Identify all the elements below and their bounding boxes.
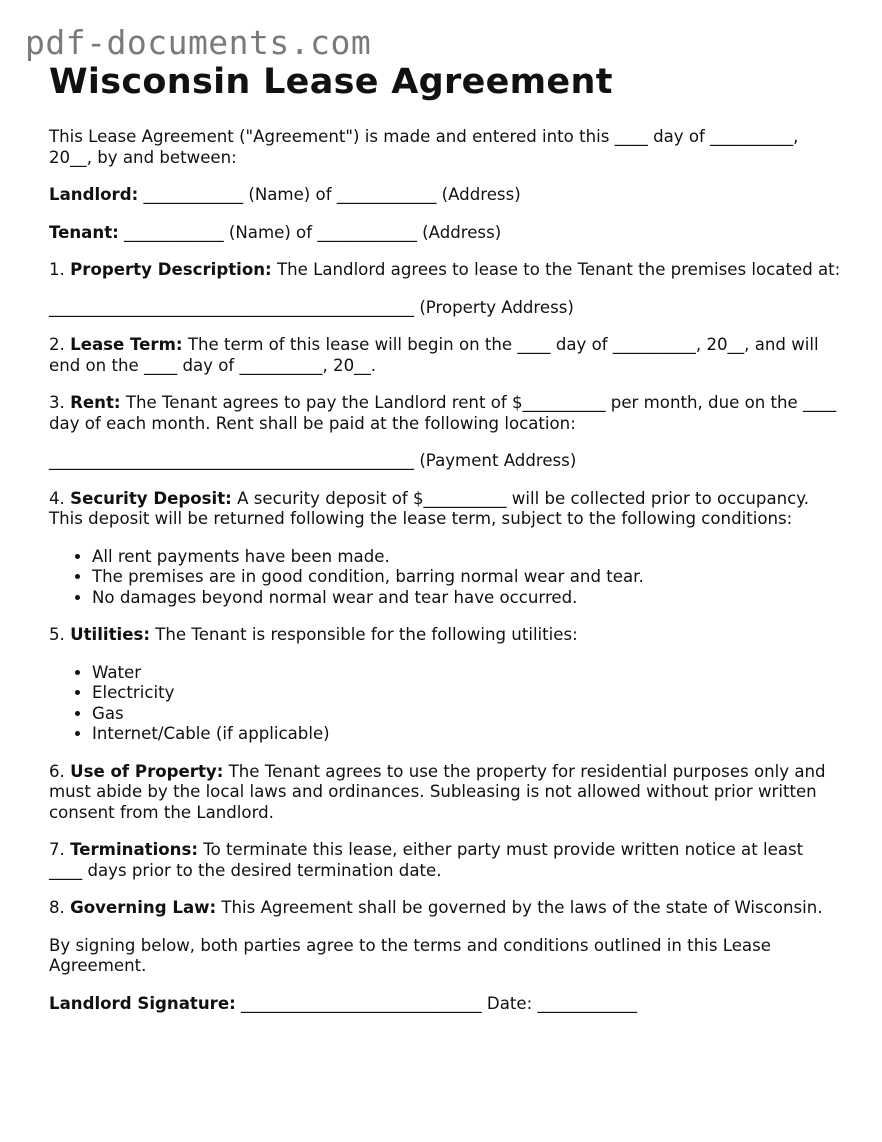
section-number: 5. [49, 625, 65, 644]
section-use-of-property [49, 762, 841, 824]
section-heading: Governing Law: [70, 898, 217, 917]
section-heading: Security Deposit: [70, 488, 232, 508]
section-heading: Use of Property: [70, 761, 224, 781]
landlord-fields: ____________ (Name) of ____________ (Address) [143, 185, 521, 204]
list-item: • Internet/Cable (if applicable) [92, 724, 841, 745]
section-text: The Tenant agrees to use the property for residential purposes only and must abide by the local laws and ordinances. Subleasing is not allowed without prior written consent from the Landlord. [49, 761, 826, 822]
section-heading: Rent: [70, 393, 121, 412]
list-item: • Water [92, 663, 841, 684]
section-text: The Landlord agrees to lease to the Tenant the premises located at: [276, 260, 841, 279]
section-number: 7. [49, 840, 65, 859]
section-text: A security deposit of $__________ will be collected prior to occupancy. This deposit will be returned following the lease term, subject to the following conditions: [49, 488, 809, 528]
landlord-line [49, 185, 841, 206]
section-text: The term of this lease will begin on the ____ day of __________, 20__, and will end on the ____ day of __________, 20__. [49, 335, 819, 375]
section-text: This Agreement shall be governed by the laws of the state of Wisconsin. [221, 898, 823, 917]
signature-line [49, 994, 841, 1015]
section-property-description [49, 260, 841, 281]
section-text: To terminate this lease, either party must provide written notice at least ____ days prior to the desired termination date. [49, 840, 804, 880]
intro-paragraph: This Lease Agreement ("Agreement") is made and entered into this ____ day of __________, 20__, by and between: [49, 127, 799, 167]
section-text: The Tenant agrees to pay the Landlord rent of $__________ per month, due on the ____ day of each month. Rent shall be paid at the following location: [49, 393, 837, 433]
landlord-label: Landlord: [49, 185, 139, 204]
list-item: • Electricity [92, 683, 841, 704]
signature-blank: _____________________________ [241, 993, 482, 1013]
section-number: 8. [49, 898, 65, 917]
tenant-label: Tenant: [49, 222, 119, 242]
section-number: 4. [49, 488, 65, 508]
section-heading: Utilities: [70, 625, 150, 644]
document-title: Wisconsin Lease Agreement [49, 62, 613, 102]
section-number: 1. [49, 260, 65, 279]
section-text: The Tenant is responsible for the following utilities: [155, 625, 578, 644]
section-heading: Terminations: [70, 840, 199, 859]
section-number: 6. [49, 761, 65, 781]
section-governing-law [49, 898, 841, 919]
section-utilities [49, 625, 841, 646]
document-body [49, 127, 841, 1031]
tenant-line [49, 223, 841, 244]
section-rent [49, 393, 841, 434]
date-blank: ____________ [537, 993, 638, 1013]
payment-address-line: ____________________________________________ (Payment Address) [49, 451, 577, 470]
section-number: 3. [49, 393, 65, 412]
closing-paragraph: By signing below, both parties agree to the terms and conditions outlined in this Lease Agreement. [49, 935, 771, 975]
section-heading: Lease Term: [70, 335, 183, 354]
list-item: • No damages beyond normal wear and tear have occurred. [92, 588, 841, 609]
section-security-deposit [49, 489, 841, 530]
signature-label: Landlord Signature: [49, 993, 236, 1013]
section-heading: Property Description: [70, 260, 272, 279]
tenant-fields: ____________ (Name) of ____________ (Address) [124, 222, 502, 242]
list-item: • The premises are in good condition, barring normal wear and tear. [92, 567, 841, 588]
utilities-list [49, 663, 841, 745]
list-item: • Gas [92, 704, 841, 725]
section-terminations [49, 840, 841, 881]
deposit-conditions-list [49, 547, 841, 609]
property-address-line: ____________________________________________ (Property Address) [49, 297, 574, 317]
list-item: • All rent payments have been made. [92, 547, 841, 568]
date-label: Date: [486, 993, 533, 1013]
watermark: pdf-documents.com [25, 23, 372, 62]
section-number: 2. [49, 335, 65, 354]
section-lease-term [49, 335, 841, 376]
